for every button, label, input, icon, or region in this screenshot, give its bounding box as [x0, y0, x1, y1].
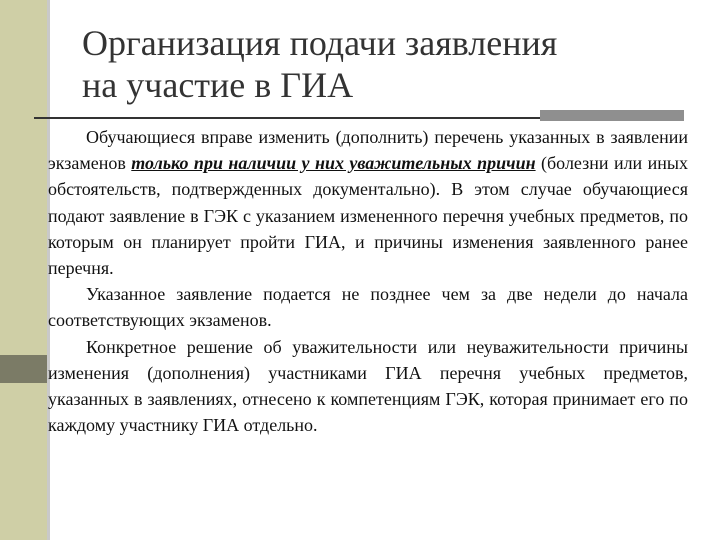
paragraph-1-emphasis: только при наличии у них уважительных причин — [131, 153, 536, 174]
slide-title — [82, 22, 702, 106]
title-line-2: на участие в ГИА — [82, 65, 354, 105]
left-sidebar-band — [0, 0, 47, 540]
paragraph-1 — [48, 124, 688, 281]
paragraph-1-text-after: (болезни или иных обстоятельств, подтвержденных документально). В этом случае обучающиеся подают заявление в ГЭК с указанием измененного перечня учебных предметов, по которым он планирует пройти ГИА, и причины изменения заявленного ранее перечня. — [48, 153, 688, 279]
paragraph-3: Конкретное решение об уважительности или неуважительности причины изменения (дополнения) участниками ГИА перечня учебных предметов, указанных в заявлениях, отнесено к компетенциям ГЭК, которая принимает его по каждому участнику ГИА отдельно. — [48, 336, 688, 436]
title-accent-bar — [540, 110, 684, 121]
paragraph-2: Указанное заявление подается не позднее чем за две недели до начала соответствующих экзаменов. — [48, 284, 688, 331]
slide-body — [48, 124, 688, 438]
sidebar-marker — [0, 355, 47, 383]
title-line-1: Организация подачи заявления — [82, 23, 558, 63]
paragraph-1-text-before: Обучающиеся вправе изменить (дополнить) перечень указанных в заявлении экзаменов — [48, 127, 688, 174]
